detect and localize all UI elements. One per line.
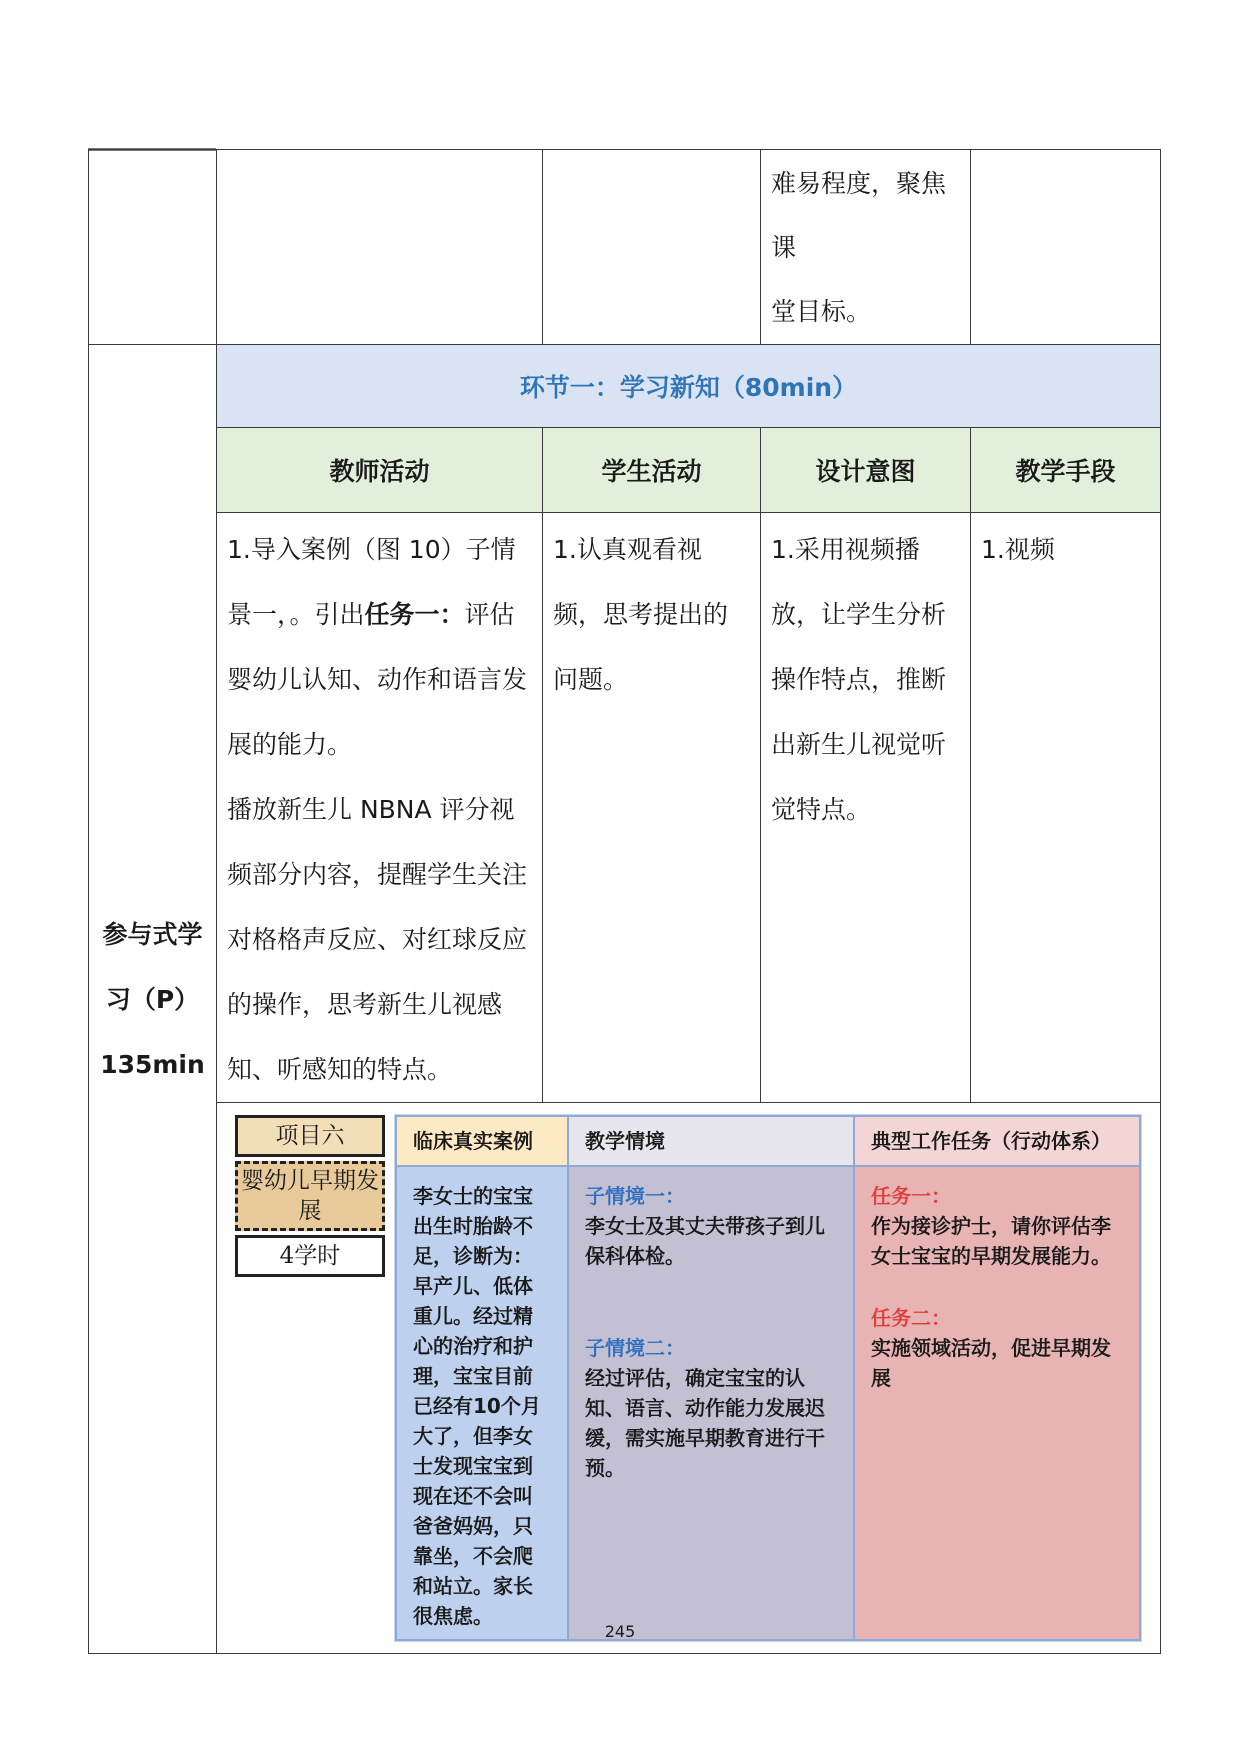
lesson-plan-table (88, 149, 1161, 1654)
continued-row (89, 150, 1161, 345)
page-number: 245 (604, 1622, 636, 1641)
design-intent-line1: 难易程度，聚焦课 (771, 169, 947, 262)
header-student-activity: 学生活动 (543, 428, 761, 513)
student-activity-cell (543, 513, 761, 1103)
task-2-title: 任务二： (871, 1306, 951, 1330)
badge-project-title: 婴幼儿早期发展 (235, 1161, 385, 1231)
student-cell-empty (543, 150, 761, 345)
task-2-text: 实施领域活动，促进早期发展 (871, 1336, 1111, 1390)
student-activity-text: 1.认真观看视频，思考提出的问题。 (553, 535, 729, 694)
case-figure (217, 1103, 1157, 1653)
clinical-case-text: 李女士的宝宝出生时胎龄不足，诊断为：早产儿、低体重儿。经过精心的治疗和护理，宝宝目前已经有10个月大了，但李女士发现宝宝到现在还不会叫爸爸妈妈，只靠坐，不会爬和站立。家长很焦虑。 (413, 1184, 541, 1628)
work-task-header: 典型工作任务（行动体系） (855, 1117, 1139, 1167)
work-task-column (855, 1117, 1139, 1639)
method-cell-empty (971, 150, 1161, 345)
side-cell-empty (89, 150, 217, 345)
teaching-scenario-header: 教学情境 (569, 1117, 853, 1167)
teacher-activity-text-a: 1.导入案例（图 10）子情景一，。引出 (227, 535, 516, 629)
badge-hours: 4学时 (235, 1235, 385, 1277)
header-teacher-activity: 教师活动 (217, 428, 543, 513)
teacher-activity-cell (217, 513, 543, 1103)
clinical-case-column (397, 1117, 569, 1639)
teaching-method-text: 1.视频 (981, 535, 1055, 564)
stage-label-line3: 135min (100, 1049, 205, 1079)
teacher-activity-paragraph-2: 播放新生儿 NBNA 评分视频部分内容，提醒学生关注对格格声反应、对红球反应的操作，思考新生儿视感知、听感知的特点。 (227, 795, 528, 1084)
teaching-scenario-column (569, 1117, 855, 1639)
sub-scenario-2-title: 子情境二： (585, 1336, 685, 1360)
design-intent-cell (761, 150, 971, 345)
header-design-intent: 设计意图 (761, 428, 971, 513)
design-intent-activity-cell (761, 513, 971, 1103)
stage-label-line2: 习（P） (105, 984, 200, 1014)
column-header-row (89, 428, 1161, 513)
stage-label-line1: 参与式学 (102, 919, 203, 949)
teaching-method-cell (971, 513, 1161, 1103)
figure-cell (217, 1103, 1161, 1654)
clinical-case-header: 临床真实案例 (397, 1117, 567, 1167)
badge-project-label: 项目六 (235, 1115, 385, 1157)
activity-row (89, 513, 1161, 1103)
task-1-text: 作为接诊护士，请你评估李女士宝宝的早期发展能力。 (871, 1214, 1111, 1268)
task-one-label: 任务一： (364, 600, 465, 629)
stage-label-cell (89, 345, 217, 1654)
task-1-title: 任务一： (871, 1184, 951, 1208)
figure-row (89, 1103, 1161, 1654)
project-badge (235, 1115, 385, 1277)
design-intent-text: 1.采用视频播放，让学生分析操作特点，推断出新生儿视觉听觉特点。 (771, 535, 947, 824)
sub-scenario-1-title: 子情境一： (585, 1184, 685, 1208)
teacher-activity-text-b: 评估婴幼儿认知、动作和语言发展的能力。 (227, 600, 528, 759)
case-table (395, 1115, 1141, 1641)
section-title: 环节一：学习新知（80min） (217, 345, 1161, 428)
teacher-cell-empty (217, 150, 543, 345)
section-title-row (89, 345, 1161, 428)
sub-scenario-1-text: 李女士及其丈夫带孩子到儿保科体检。 (585, 1214, 825, 1268)
sub-scenario-2-text: 经过评估，确定宝宝的认知、语言、动作能力发展迟缓，需实施早期教育进行干预。 (585, 1366, 825, 1480)
header-teaching-method: 教学手段 (971, 428, 1161, 513)
design-intent-line2: 堂目标。 (771, 297, 872, 326)
